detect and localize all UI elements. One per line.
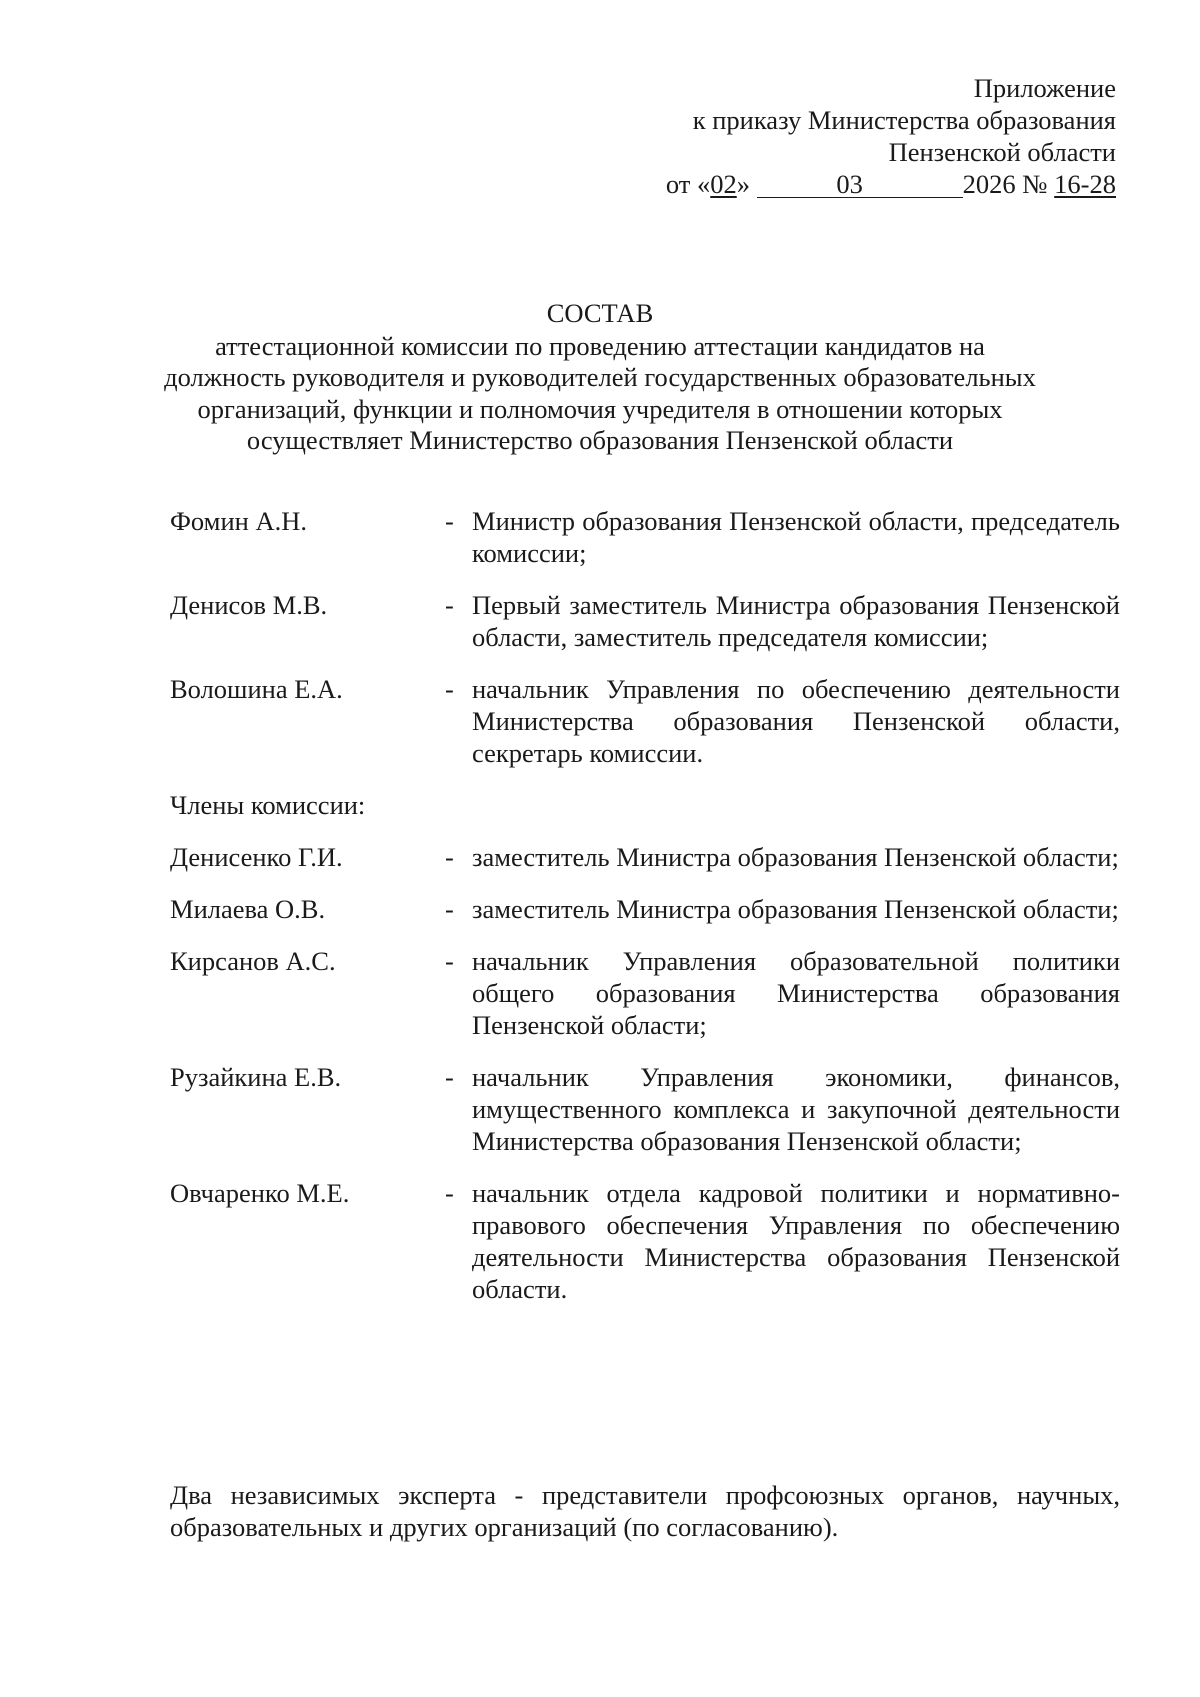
dash: - (445, 842, 454, 872)
commission-row (170, 1177, 1120, 1305)
date-prefix: от « (665, 169, 711, 199)
member-role: заместитель Министра образования Пензенской области; (472, 842, 1119, 872)
appendix-order-ref: к приказу Министерства образования (692, 105, 1116, 135)
commission-row (170, 505, 1120, 569)
document-title: СОСТАВ (546, 298, 654, 328)
commission-row (170, 589, 1120, 653)
member-name: Овчаренко М.Е. (170, 1178, 350, 1208)
independent-experts-note: Два независимых эксперта - представители профсоюзных органов, научных, образовательных и других организаций (по согласованию). (170, 1480, 1120, 1542)
date-day: 02 (710, 169, 737, 199)
dash: - (445, 1178, 454, 1208)
dash: - (445, 946, 454, 976)
member-role: Министр образования Пензенской области, председатель комиссии; (472, 506, 1120, 568)
member-name: Милаева О.В. (170, 894, 326, 924)
member-role: начальник Управления по обеспечению деятельности Министерства образования Пензенской области, секретарь комиссии. (472, 674, 1120, 768)
date-mid: » (736, 169, 757, 199)
appendix-label: Приложение (973, 73, 1116, 103)
dash: - (445, 506, 454, 536)
member-name: Денисов М.В. (170, 590, 328, 620)
number-label: № (1015, 169, 1055, 199)
commission-row (170, 893, 1120, 925)
member-name: Денисенко Г.И. (170, 842, 343, 872)
members-label: Члены комиссии: (170, 790, 366, 820)
commission-list (170, 505, 1120, 1305)
dash: - (445, 894, 454, 924)
member-name: Фомин А.Н. (170, 506, 307, 536)
member-role: Первый заместитель Министра образования Пензенской области, заместитель председателя комиссии; (472, 590, 1120, 652)
subtitle-line: должность руководителя и руководителей государственных образовательных (164, 362, 1036, 392)
appendix-header (556, 72, 1116, 200)
order-number: 16-28 (1054, 169, 1116, 199)
member-role: начальник Управления экономики, финансов, имущественного комплекса и закупочной деятельности Министерства образования Пензенской области; (472, 1062, 1120, 1156)
appendix-date-line (556, 168, 1116, 200)
document-title-block (0, 298, 1200, 457)
member-name: Кирсанов А.С. (170, 946, 336, 976)
subtitle-line: аттестационной комиссии по проведению аттестации кандидатов на (215, 330, 985, 361)
date-year: 2026 (962, 169, 1016, 199)
member-role: начальник отдела кадровой политики и нормативно-правового обеспечения Управления по обеспечению деятельности Министерства образования Пензенской области. (472, 1178, 1120, 1304)
dash: - (445, 590, 454, 620)
date-month: 03 (757, 171, 963, 198)
member-role: начальник Управления образовательной политики общего образования Министерства образования Пензенской области; (472, 946, 1120, 1040)
subtitle-line: осуществляет Министерство образования Пензенской области (246, 425, 954, 455)
subtitle-line: организаций, функции и полномочия учредителя в отношении которых (197, 393, 1003, 424)
commission-row (170, 1061, 1120, 1157)
commission-row (170, 945, 1120, 1041)
dash: - (445, 1062, 454, 1092)
commission-row (170, 841, 1120, 873)
member-role: заместитель Министра образования Пензенской области; (472, 894, 1119, 924)
dash: - (445, 674, 454, 704)
appendix-region: Пензенской области (888, 137, 1116, 167)
member-name: Рузайкина Е.В. (170, 1062, 342, 1092)
member-name: Волошина Е.А. (170, 674, 343, 704)
commission-row (170, 673, 1120, 769)
